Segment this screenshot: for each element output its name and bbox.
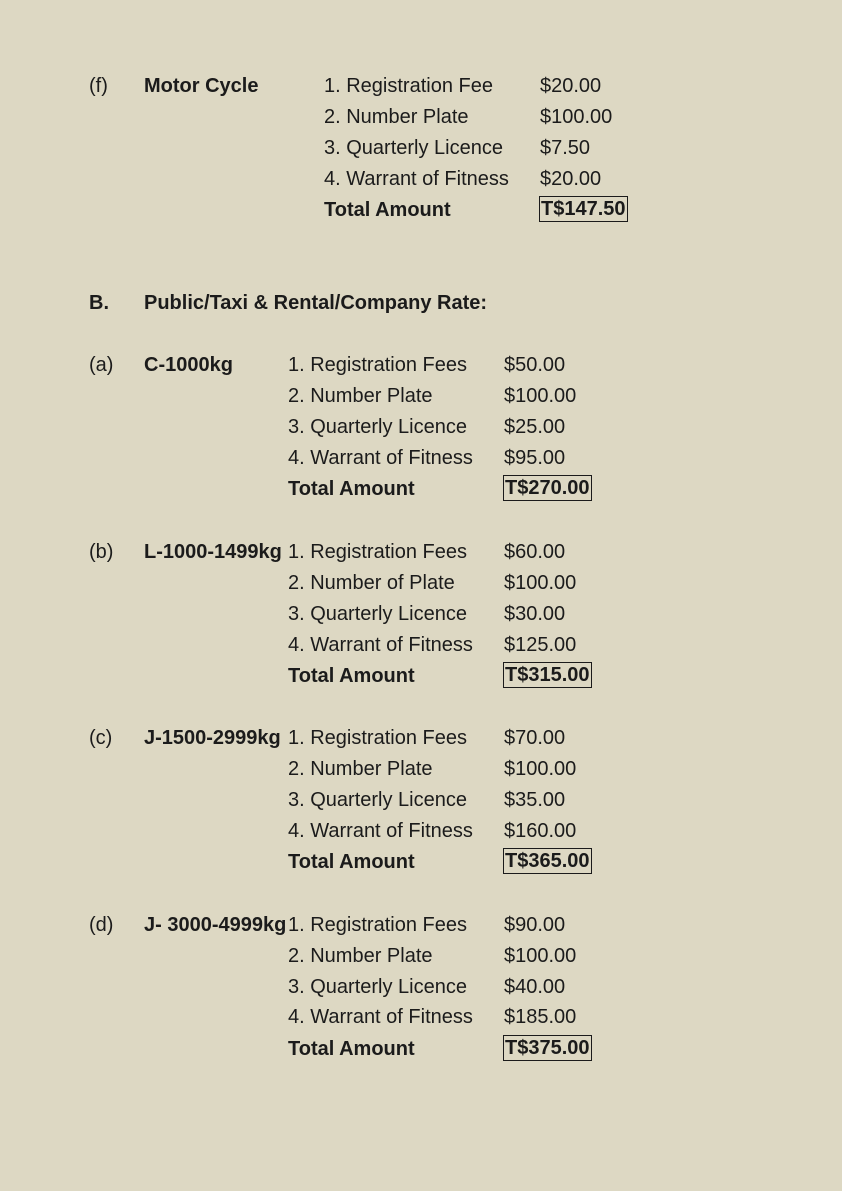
category-name: C-1000kg [144,354,233,376]
fee-item-amount: $100.00 [504,385,577,407]
category-name: J- 3000-4999kg [144,914,287,936]
category-letter: (d) [89,914,114,936]
fee-item-amount: $100.00 [504,572,577,594]
total-amount-value: T$147.50 [541,198,626,220]
total-amount-label: Total Amount [288,665,415,687]
motor-cycle-letter: (f) [89,75,108,97]
total-amount-label: Total Amount [288,478,415,500]
fee-item-amount: $100.00 [540,106,613,128]
category-letter: (b) [89,541,114,563]
category-name: J-1500-2999kg [144,727,281,749]
fee-item-label: 4. Warrant of Fitness [288,634,473,656]
fee-item-label: 2. Number Plate [324,106,469,128]
total-amount-label: Total Amount [288,851,415,873]
total-amount-value: T$315.00 [505,664,590,686]
total-amount-value: T$375.00 [505,1037,590,1059]
fee-item-amount: $70.00 [504,727,566,749]
fee-item-amount: $7.50 [540,137,591,159]
fee-item-label: 1. Registration Fees [288,727,467,749]
fee-item-label: 1. Registration Fees [288,354,467,376]
fee-item-amount: $125.00 [504,634,577,656]
section-b-title: Public/Taxi & Rental/Company Rate: [144,292,488,314]
fee-item-amount: $160.00 [504,820,577,842]
total-amount-label: Total Amount [288,1038,415,1060]
category-letter: (a) [89,354,114,376]
fee-item-label: 1. Registration Fees [288,914,467,936]
fee-item-label: 3. Quarterly Licence [288,976,467,998]
fee-item-label: 2. Number of Plate [288,572,455,594]
section-b-letter: B. [89,292,109,314]
fee-item-label: 3. Quarterly Licence [324,137,503,159]
fee-item-amount: $20.00 [540,75,602,97]
fee-item-label: 1. Registration Fee [324,75,493,97]
fee-item-amount: $40.00 [504,976,566,998]
fee-item-amount: $30.00 [504,603,566,625]
fee-item-label: 4. Warrant of Fitness [288,447,473,469]
fee-item-amount: $95.00 [504,447,566,469]
fee-item-amount: $35.00 [504,789,566,811]
fee-item-label: 4. Warrant of Fitness [324,168,509,190]
fee-item-amount: $90.00 [504,914,566,936]
total-amount-value: T$270.00 [505,477,590,499]
fee-item-label: 1. Registration Fees [288,541,467,563]
fee-item-amount: $25.00 [504,416,566,438]
category-letter: (c) [89,727,113,749]
fee-item-amount: $20.00 [540,168,602,190]
fee-item-amount: $60.00 [504,541,566,563]
fee-item-label: 3. Quarterly Licence [288,416,467,438]
fee-item-label: 3. Quarterly Licence [288,789,467,811]
fee-item-amount: $100.00 [504,945,577,967]
total-amount-value: T$365.00 [505,850,590,872]
fee-item-label: 4. Warrant of Fitness [288,1006,473,1028]
total-amount-label: Total Amount [324,199,451,221]
fee-item-label: 4. Warrant of Fitness [288,820,473,842]
motor-cycle-name: Motor Cycle [144,75,259,97]
fee-item-amount: $185.00 [504,1006,577,1028]
fee-item-amount: $50.00 [504,354,566,376]
fee-item-label: 2. Number Plate [288,758,433,780]
fee-item-label: 3. Quarterly Licence [288,603,467,625]
fee-item-label: 2. Number Plate [288,945,433,967]
category-name: L-1000-1499kg [144,541,282,563]
fee-item-label: 2. Number Plate [288,385,433,407]
fee-item-amount: $100.00 [504,758,577,780]
